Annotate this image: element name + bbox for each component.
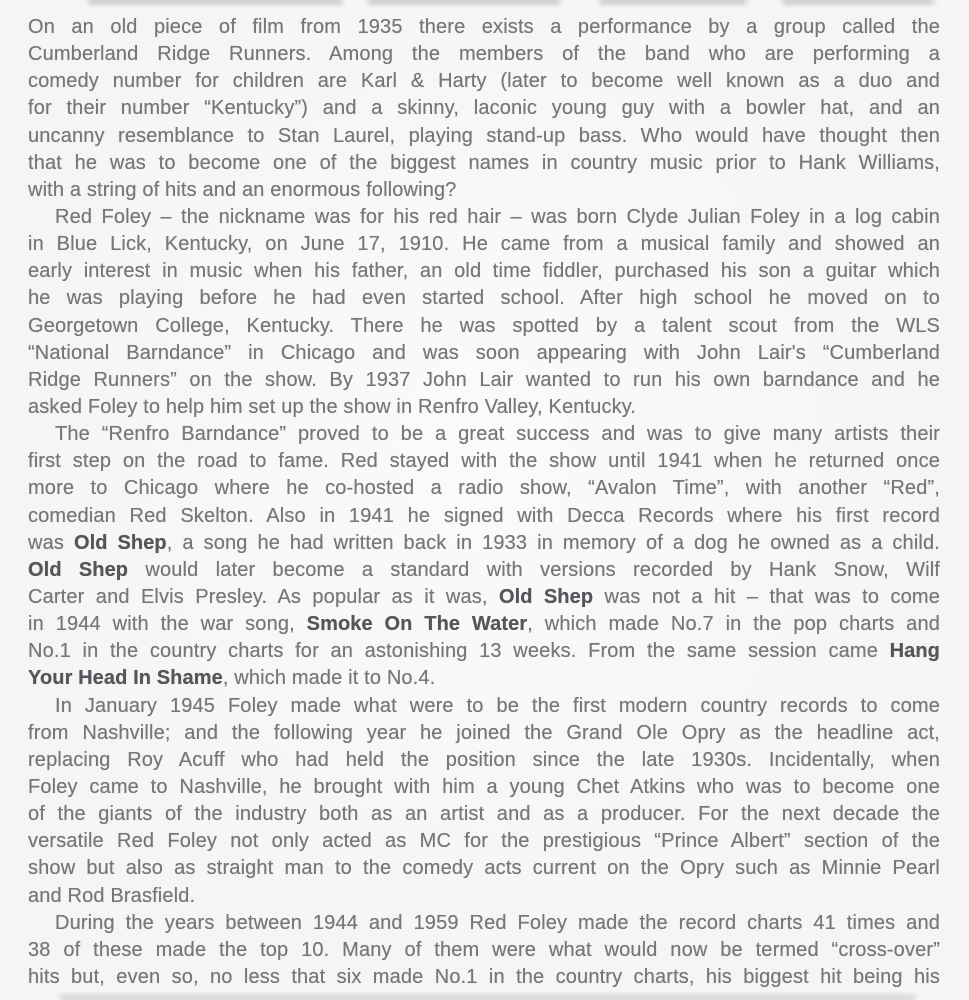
text-line: Old Shep would later become a standard with versions recorded by Hank Snow, Wilf	[28, 558, 940, 581]
text-line: 38 of these made the top 10. Many of them were what would now be termed “cross-over”	[28, 938, 940, 961]
text-line: was Old Shep, a song he had written back in 1933 in memory of a dog he owned as a child.	[28, 531, 940, 554]
liner-notes-text	[28, 14, 940, 991]
text-line: early interest in music when his father, an old time fiddler, purchased his son a guitar which	[28, 260, 940, 283]
text-line: he was playing before he had even started school. After high school he moved on to	[28, 287, 940, 310]
text-line: Carter and Elvis Presley. As popular as it was, Old Shep was not a hit – that was to come	[28, 585, 940, 608]
text-line: “National Barndance” in Chicago and was soon appearing with John Lair's “Cumberland	[28, 341, 940, 364]
text-line: with a string of hits and an enormous following?	[28, 178, 457, 201]
text-line: Georgetown College, Kentucky. There he was spotted by a talent scout from the WLS	[28, 314, 940, 337]
text-line: Cumberland Ridge Runners. Among the members of the band who are performing a	[28, 43, 940, 66]
text-line: and Rod Brasfield.	[28, 884, 196, 907]
scan-artifact-top	[88, 0, 343, 4]
song-title-bold: Smoke On The Water	[306, 613, 528, 636]
text-line: Ridge Runners” on the show. By 1937 John Lair wanted to run his own barndance and he	[28, 368, 940, 391]
text-line: more to Chicago where he co-hosted a radio show, “Avalon Time”, with another “Red”,	[28, 477, 940, 500]
text-line: comedy number for children are Karl & Harty (later to become well known as a duo and	[28, 70, 940, 93]
text-line: in 1944 with the war song, Smoke On The Water, which made No.7 in the pop charts and	[28, 613, 940, 636]
text-line: in Blue Lick, Kentucky, on June 17, 1910. He came from a musical family and showed an	[28, 233, 940, 256]
text-line: for their number “Kentucky”) and a skinny, laconic young guy with a bowler hat, and an	[28, 97, 940, 120]
scan-artifact-top	[782, 0, 934, 4]
song-title-bold: Old Shep	[28, 558, 129, 581]
text-line: hits but, even so, no less that six made No.1 in the country charts, his biggest hit being his	[28, 965, 940, 988]
text-line: asked Foley to help him set up the show in Renfro Valley, Kentucky.	[28, 395, 637, 418]
song-title-bold: Hang	[889, 640, 940, 663]
text-line: first step on the road to fame. Red stayed with the show until 1941 when he returned once	[28, 450, 940, 473]
text-line: from Nashville; and the following year he joined the Grand Ole Opry as the headline act,	[28, 721, 940, 744]
text-line: versatile Red Foley not only acted as MC for the prestigious “Prince Albert” section of the	[28, 830, 940, 853]
scan-artifact-top	[599, 0, 747, 4]
text-line: During the years between 1944 and 1959 Red Foley made the record charts 41 times and	[55, 911, 940, 934]
text-line: of the giants of the industry both as an artist and as a producer. For the next decade the	[28, 803, 940, 826]
text-line: The “Renfro Barndance” proved to be a great success and was to give many artists their	[55, 423, 940, 446]
song-title-bold: Your Head In Shame	[28, 667, 223, 690]
text-line: On an old piece of film from 1935 there exists a performance by a group called the	[28, 16, 940, 38]
text-line: Red Foley – the nickname was for his red hair – was born Clyde Julian Foley in a log cabin	[55, 205, 940, 228]
text-line: In January 1945 Foley made what were to be the first modern country records to come	[55, 694, 940, 717]
song-title-bold: Old Shep	[498, 585, 594, 608]
text-line: show but also as straight man to the comedy acts current on the Opry such as Minnie Pearl	[28, 857, 940, 880]
text-line: No.1 in the country charts for an astonishing 13 weeks. From the same session came Hang	[28, 640, 940, 663]
song-title-bold: Old Shep	[73, 531, 167, 554]
text-line: Foley came to Nashville, he brought with him a young Chet Atkins who was to become one	[28, 775, 940, 798]
text-line: that he was to become one of the biggest names in country music prior to Hank Williams,	[28, 151, 940, 174]
text-line: comedian Red Skelton. Also in 1941 he signed with Decca Records where his first record	[28, 504, 940, 527]
text-line: Your Head In Shame, which made it to No.4.	[28, 667, 436, 690]
text-line: replacing Roy Acuff who had held the position since the late 1930s. Incidentally, when	[28, 748, 940, 771]
scan-artifact-bottom	[60, 995, 915, 1000]
scan-artifact-top	[368, 0, 560, 4]
text-line: uncanny resemblance to Stan Laurel, playing stand-up bass. Who would have thought then	[28, 124, 940, 147]
